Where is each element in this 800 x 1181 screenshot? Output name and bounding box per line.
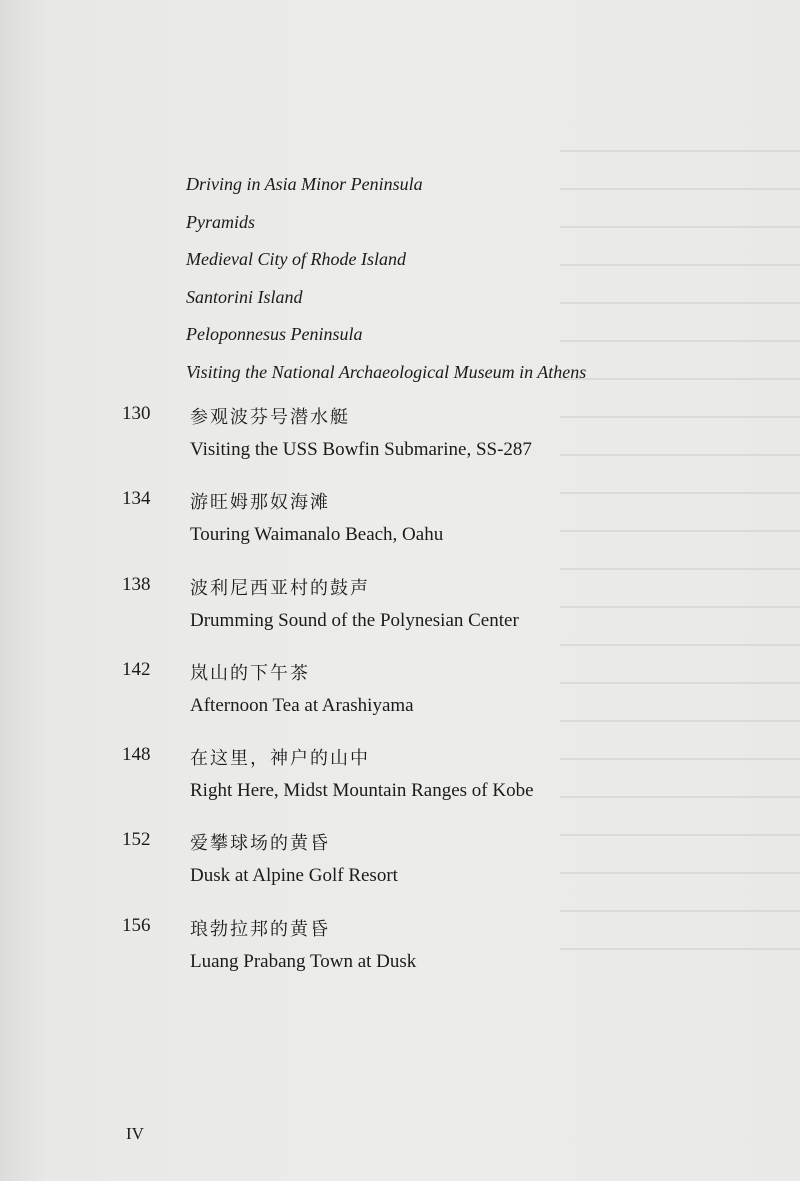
- entry-title-english: Luang Prabang Town at Dusk: [190, 951, 417, 972]
- page-number-footer: IV: [126, 1124, 144, 1143]
- entry-page-number: 134: [122, 488, 151, 509]
- entry-page-number: 156: [122, 915, 151, 936]
- entry-title-chinese: 琅勃拉邦的黄昏: [190, 919, 330, 940]
- subsection-item: Peloponnesus Peninsula: [186, 324, 363, 345]
- entry-page-number: 152: [122, 829, 151, 850]
- entry-title-chinese: 岚山的下午茶: [190, 663, 310, 684]
- entry-page-number: 148: [122, 744, 151, 765]
- subsection-item: Santorini Island: [186, 286, 303, 307]
- entry-page-number: 130: [122, 403, 151, 424]
- entry-title-chinese: 在这里，神户的山中: [190, 748, 370, 769]
- subsection-list: [186, 166, 586, 392]
- entry-title-english: Right Here, Midst Mountain Ranges of Kobe: [190, 780, 534, 801]
- bleed-through-text: [560, 150, 800, 1050]
- entry-title-chinese: 爱攀球场的黄昏: [190, 833, 330, 854]
- entry-title-english: Touring Waimanalo Beach, Oahu: [190, 524, 444, 545]
- entry-title-chinese: 参观波芬号潜水艇: [190, 407, 350, 428]
- entry-title-english: Afternoon Tea at Arashiyama: [190, 695, 414, 716]
- entry-page-number: 138: [122, 574, 151, 595]
- entry-title-chinese: 游旺姆那奴海滩: [190, 492, 330, 513]
- subsection-item: Medieval City of Rhode Island: [186, 249, 406, 270]
- entry-title-chinese: 波利尼西亚村的鼓声: [190, 578, 370, 599]
- subsection-item: Driving in Asia Minor Peninsula: [186, 174, 423, 194]
- subsection-item: Visiting the National Archaeological Museum in Athens: [186, 361, 587, 382]
- entry-title-english: Dusk at Alpine Golf Resort: [190, 865, 398, 886]
- entry-page-number: 142: [122, 659, 151, 680]
- entry-title-english: Visiting the USS Bowfin Submarine, SS-287: [190, 439, 532, 460]
- entry-title-english: Drumming Sound of the Polynesian Center: [190, 610, 519, 631]
- subsection-item: Pyramids: [186, 211, 255, 232]
